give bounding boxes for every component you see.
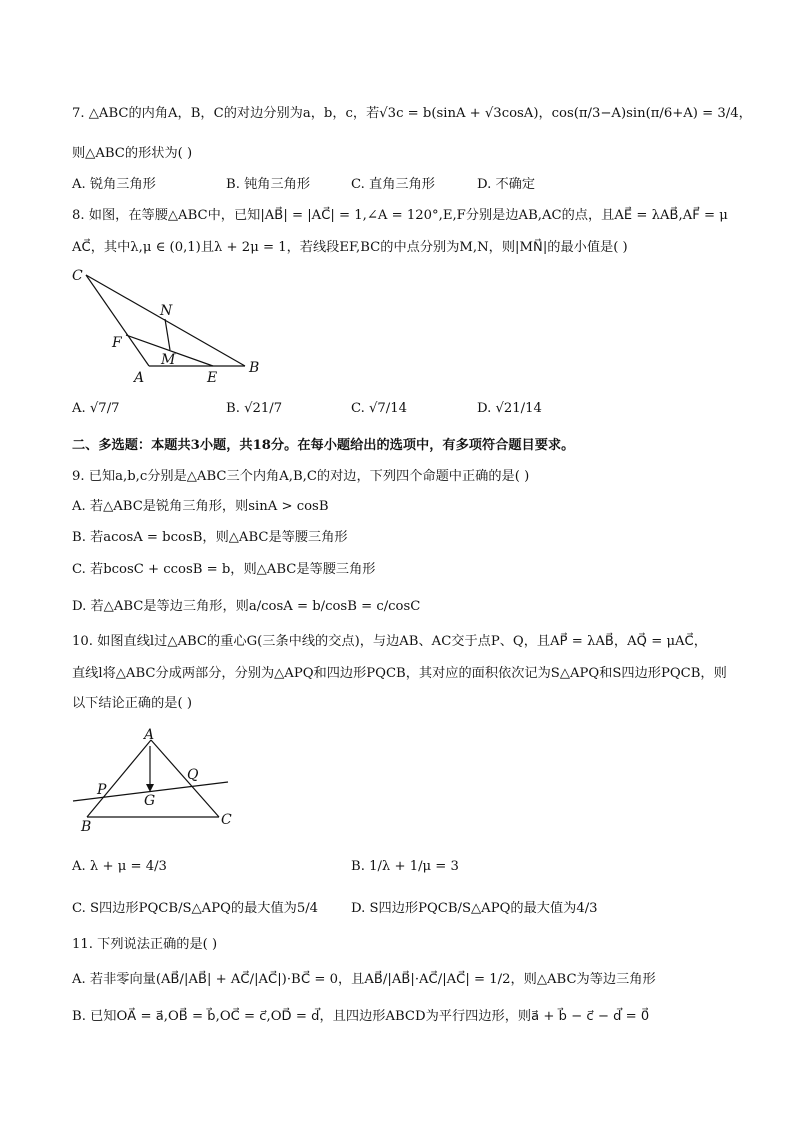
q8-stem: 8. 如图，在等腰△ABC中，已知|AB⃗| = |AC⃗| = 1,∠A = 120°,E,F分别是边AB,AC的点，且AE⃗ = λAB⃗,AF⃗ = μ (72, 208, 728, 223)
label-q: Q (187, 767, 199, 783)
q10-option-d: D. S四边形PQCB/S△APQ的最大值为4/3 (351, 901, 598, 916)
label-m: M (161, 352, 176, 368)
segment-ca (86, 275, 149, 366)
q7-option-c: C. 直角三角形 (351, 177, 435, 192)
q7-option-a: A. 锐角三角形 (72, 177, 156, 192)
q11-stem: 11. 下列说法正确的是( ) (72, 937, 218, 952)
q10-stem: 10. 如图直线l过△ABC的重心G(三条中线的交点)，与边AB、AC交于点P、Q，且AP⃗ = λAB⃗，AQ⃗ = μAC⃗， (72, 634, 707, 649)
label-b: B (249, 360, 260, 376)
q8-option-a: A. √7/7 (72, 401, 120, 416)
label-a: A (144, 727, 155, 743)
q7-stem: 7. △ABC的内角A，B，C的对边分别为a，b，c，若√3c = b(sinA + √3cosA)，cos(π/3−A)sin(π/6+A) = 3/4， (72, 106, 752, 121)
q11-option-a: A. 若非零向量(AB⃗/|AB⃗| + AC⃗/|AC⃗|)·BC⃗ = 0，且AB⃗/|AB⃗|·AC⃗/|AC⃗| = 1/2，则△ABC为等边三角形 (72, 972, 656, 987)
q9-option-b: B. 若acosA = bcosB，则△ABC是等腰三角形 (72, 530, 348, 545)
label-f: F (112, 335, 122, 351)
q10-option-b: B. 1/λ + 1/μ = 3 (351, 859, 459, 874)
section-2-heading: 二、多选题：本题共3小题，共18分。在每小题给出的选项中，有多项符合题目要求。 (72, 438, 575, 453)
label-b: B (81, 819, 92, 835)
q10-stem-3: 以下结论正确的是( ) (72, 696, 192, 711)
label-c: C (221, 812, 232, 828)
q9-option-d: D. 若△ABC是等边三角形，则a/cosA = b/cosB = c/cosC (72, 599, 421, 614)
q8-option-c: C. √7/14 (351, 401, 408, 416)
q10-stem-2: 直线l将△ABC分成两部分，分别为△APQ和四边形PQCB，其对应的面积依次记为S△APQ和S四边形PQCB，则 (72, 666, 727, 681)
q7-option-d: D. 不确定 (477, 177, 536, 192)
segment-ab (87, 740, 151, 817)
q11-option-b: B. 已知OA⃗ = a⃗,OB⃗ = b⃗,OC⃗ = c⃗,OD⃗ = d⃗，且四边形ABCD为平行四边形，则a⃗ + b⃗ − c⃗ − d⃗ = 0⃗ (72, 1009, 650, 1024)
q8-option-d: D. √21/14 (477, 401, 542, 416)
q8-option-b: B. √21/7 (226, 401, 283, 416)
q9-option-a: A. 若△ABC是锐角三角形，则sinA > cosB (72, 499, 329, 514)
q10-option-c: C. S四边形PQCB/S△APQ的最大值为5/4 (72, 901, 319, 916)
label-a: A (134, 370, 145, 386)
segment-ac (151, 740, 219, 817)
label-c: C (72, 268, 83, 284)
label-g: G (144, 793, 156, 809)
label-e: E (207, 370, 218, 386)
q9-option-c: C. 若bcosC + ccosB = b，则△ABC是等腰三角形 (72, 562, 376, 577)
q9-stem: 9. 已知a,b,c分别是△ABC三个内角A,B,C的对边，下列四个命题中正确的是( ) (72, 469, 530, 484)
label-n: N (160, 303, 173, 319)
q8-stem-2: AC⃗，其中λ,μ ∈ (0,1)且λ + 2μ = 1，若线段EF,BC的中点分别为M,N，则|MN⃗|的最小值是( ) (72, 240, 628, 255)
q7-option-b: B. 钝角三角形 (226, 177, 311, 192)
segment-mn (165, 319, 170, 350)
label-p: P (97, 782, 107, 798)
q7-stem-2: 则△ABC的形状为( ) (72, 146, 193, 161)
q8-triangle-figure (68, 262, 268, 387)
q10-option-a: A. λ + μ = 4/3 (72, 859, 167, 874)
q10-triangle-figure (68, 726, 248, 836)
